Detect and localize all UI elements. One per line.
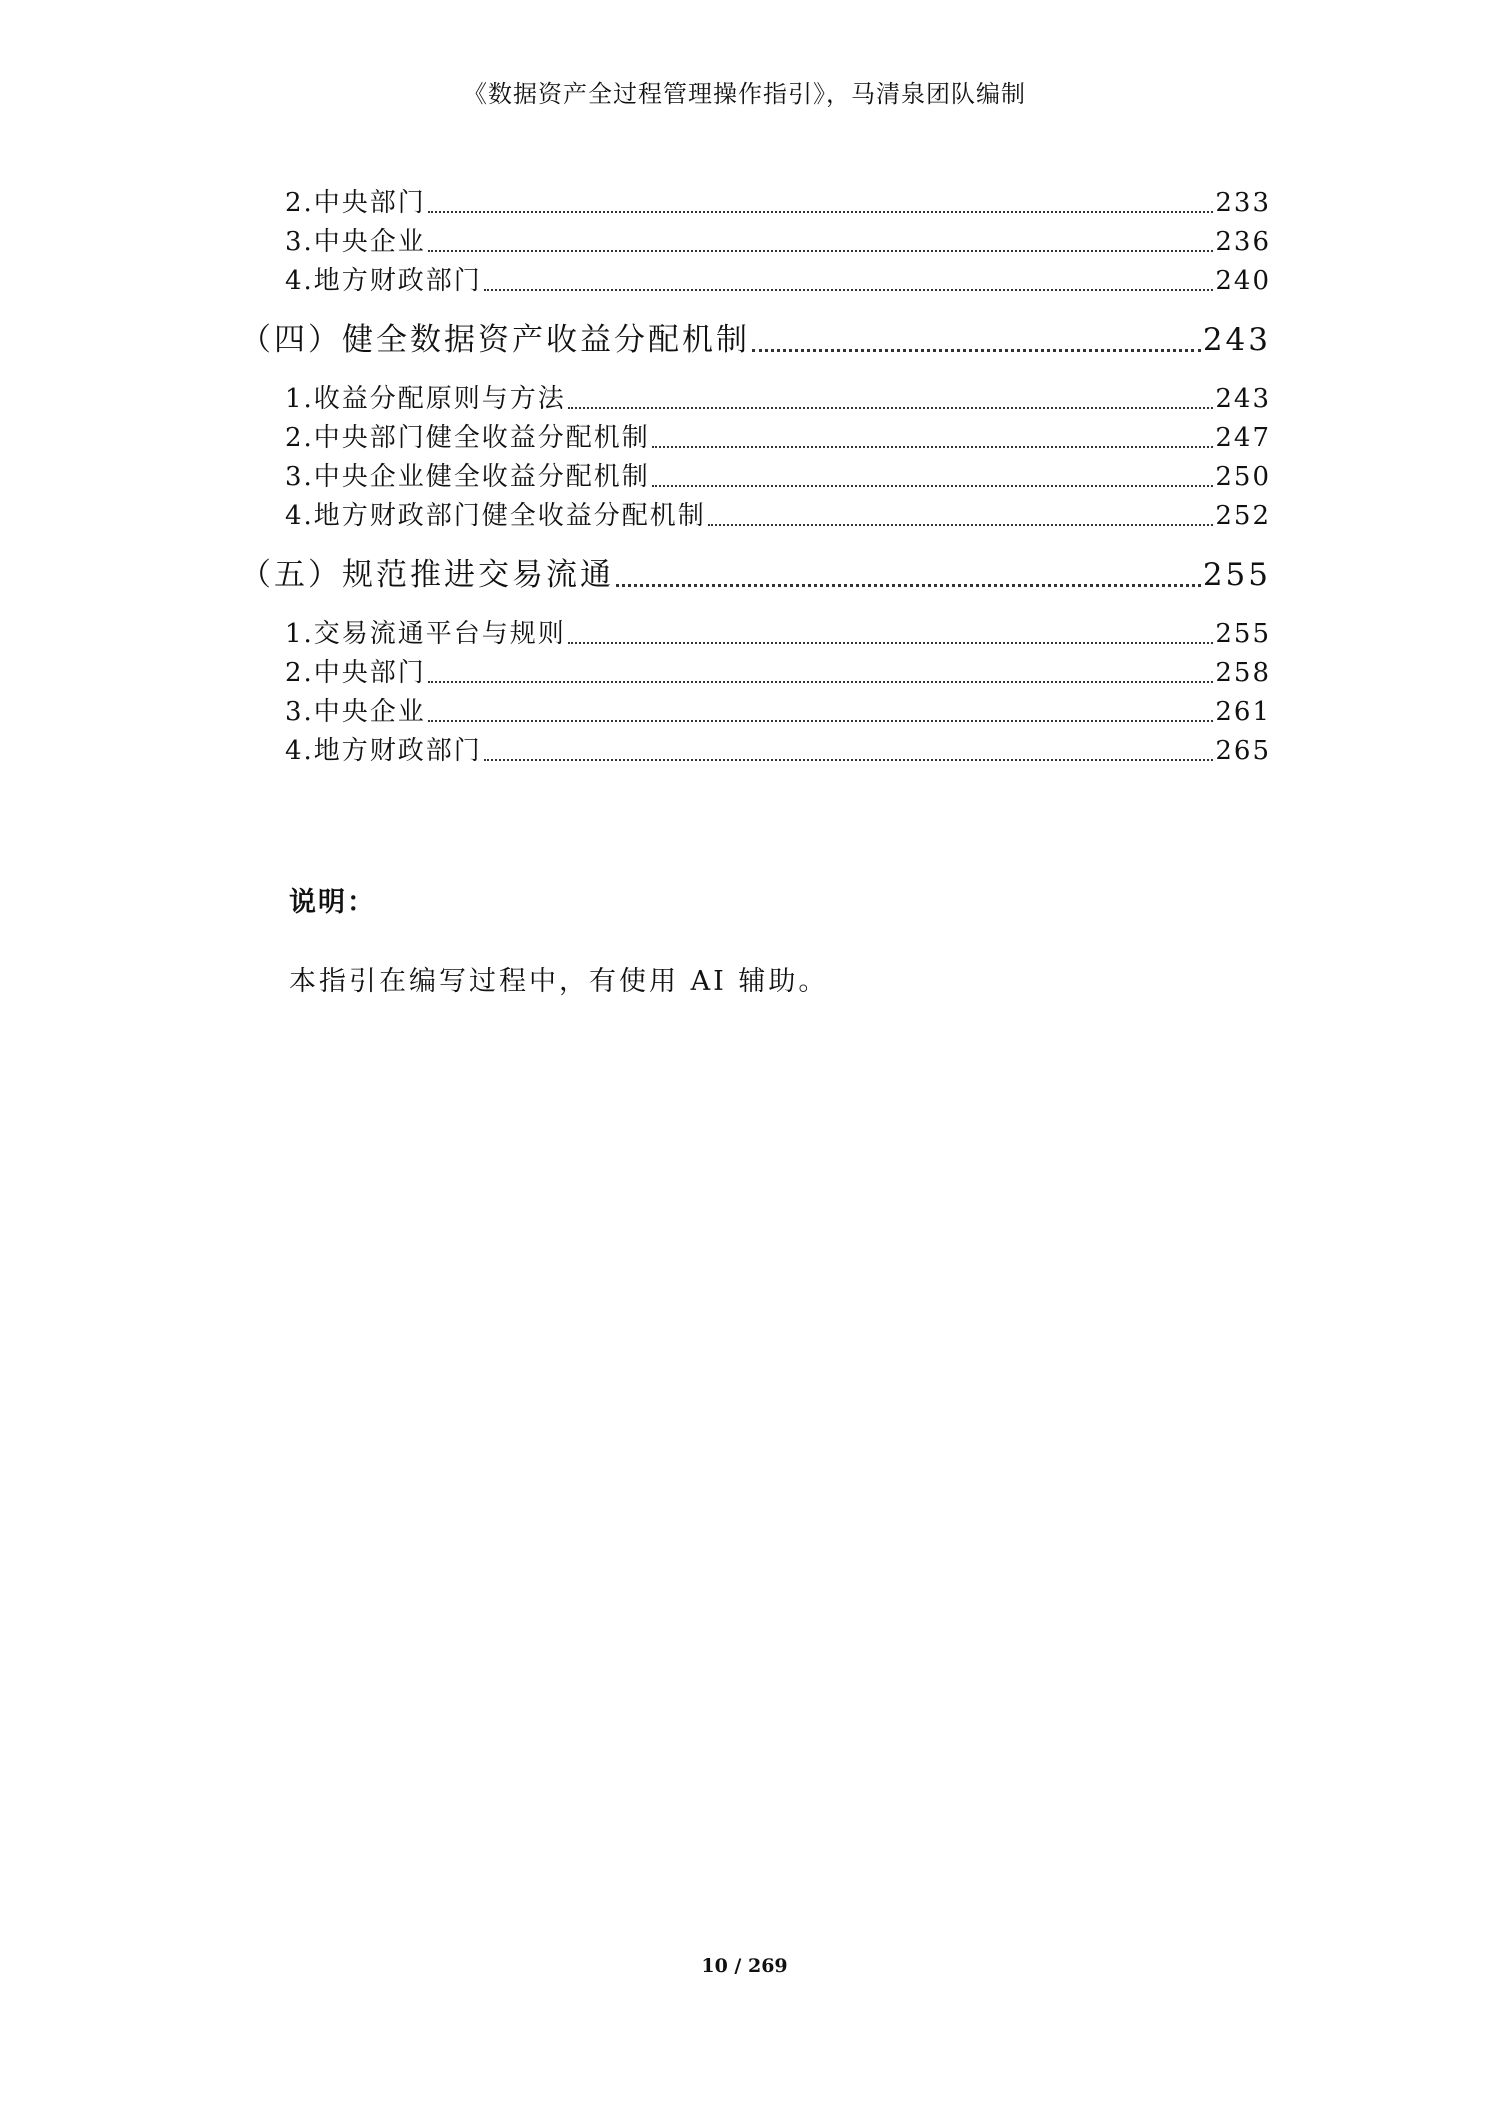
toc-entry-label: 2.中央部门健全收益分配机制: [285, 423, 650, 453]
toc-entry-label: 3.中央企业: [285, 227, 426, 257]
toc-entry[interactable]: [285, 613, 1271, 649]
toc-entry-page: 265: [1215, 736, 1271, 766]
toc-entry[interactable]: [285, 182, 1271, 218]
toc-section-page: 255: [1202, 557, 1271, 593]
page-number: 10 / 269: [701, 1955, 788, 1977]
toc-entry-label: 1.收益分配原则与方法: [285, 384, 566, 414]
dot-leader: [616, 584, 1201, 587]
toc-entry[interactable]: [285, 260, 1271, 296]
dot-leader: [428, 211, 1214, 213]
toc-section-page: 243: [1202, 322, 1271, 358]
toc-section[interactable]: [240, 314, 1271, 358]
toc-entry-page: 252: [1215, 501, 1271, 531]
document-header: 《数据资产全过程管理操作指引》，马清泉团队编制: [463, 80, 1026, 108]
toc-entry[interactable]: [285, 495, 1271, 531]
toc-entry-label: 1.交易流通平台与规则: [285, 619, 566, 649]
toc-entry-label: 4.地方财政部门: [285, 266, 482, 296]
dot-leader: [428, 720, 1214, 722]
toc-entry-label: 4.地方财政部门: [285, 736, 482, 766]
toc-entry-page: 250: [1215, 462, 1271, 492]
toc-entry-label: 2.中央部门: [285, 658, 426, 688]
dot-leader: [484, 289, 1214, 291]
dot-leader: [484, 759, 1214, 761]
toc-entry[interactable]: [285, 456, 1271, 492]
toc-section-label: （五）规范推进交易流通: [240, 557, 614, 593]
toc-entry[interactable]: [285, 378, 1271, 414]
toc-entry-page: 247: [1215, 423, 1271, 453]
toc-section[interactable]: [240, 549, 1271, 593]
toc-entry[interactable]: [285, 691, 1271, 727]
toc-entry-label: 4.地方财政部门健全收益分配机制: [285, 501, 706, 531]
toc-entry-page: 243: [1215, 384, 1271, 414]
dot-leader: [752, 349, 1201, 352]
dot-leader: [568, 407, 1214, 409]
toc-entry-page: 258: [1215, 658, 1271, 688]
toc-entry-page: 233: [1215, 188, 1271, 218]
toc-entry[interactable]: [285, 730, 1271, 766]
toc-entry[interactable]: [285, 417, 1271, 453]
toc-entry-page: 236: [1215, 227, 1271, 257]
dot-leader: [652, 446, 1214, 448]
toc-entry-label: 3.中央企业: [285, 697, 426, 727]
dot-leader: [428, 250, 1214, 252]
toc-entry-page: 261: [1215, 697, 1271, 727]
toc-entry[interactable]: [285, 652, 1271, 688]
toc-entry-page: 240: [1215, 266, 1271, 296]
dot-leader: [708, 524, 1214, 526]
toc-entry-label: 3.中央企业健全收益分配机制: [285, 462, 650, 492]
dot-leader: [428, 681, 1214, 683]
toc-entry-label: 2.中央部门: [285, 188, 426, 218]
dot-leader: [652, 485, 1214, 487]
toc-entry-page: 255: [1215, 619, 1271, 649]
dot-leader: [568, 642, 1214, 644]
toc-section-label: （四）健全数据资产收益分配机制: [240, 322, 750, 358]
toc-entry[interactable]: [285, 221, 1271, 257]
note-title: 说明：: [289, 887, 376, 918]
note-body: 本指引在编写过程中，有使用 AI 辅助。: [289, 966, 829, 997]
